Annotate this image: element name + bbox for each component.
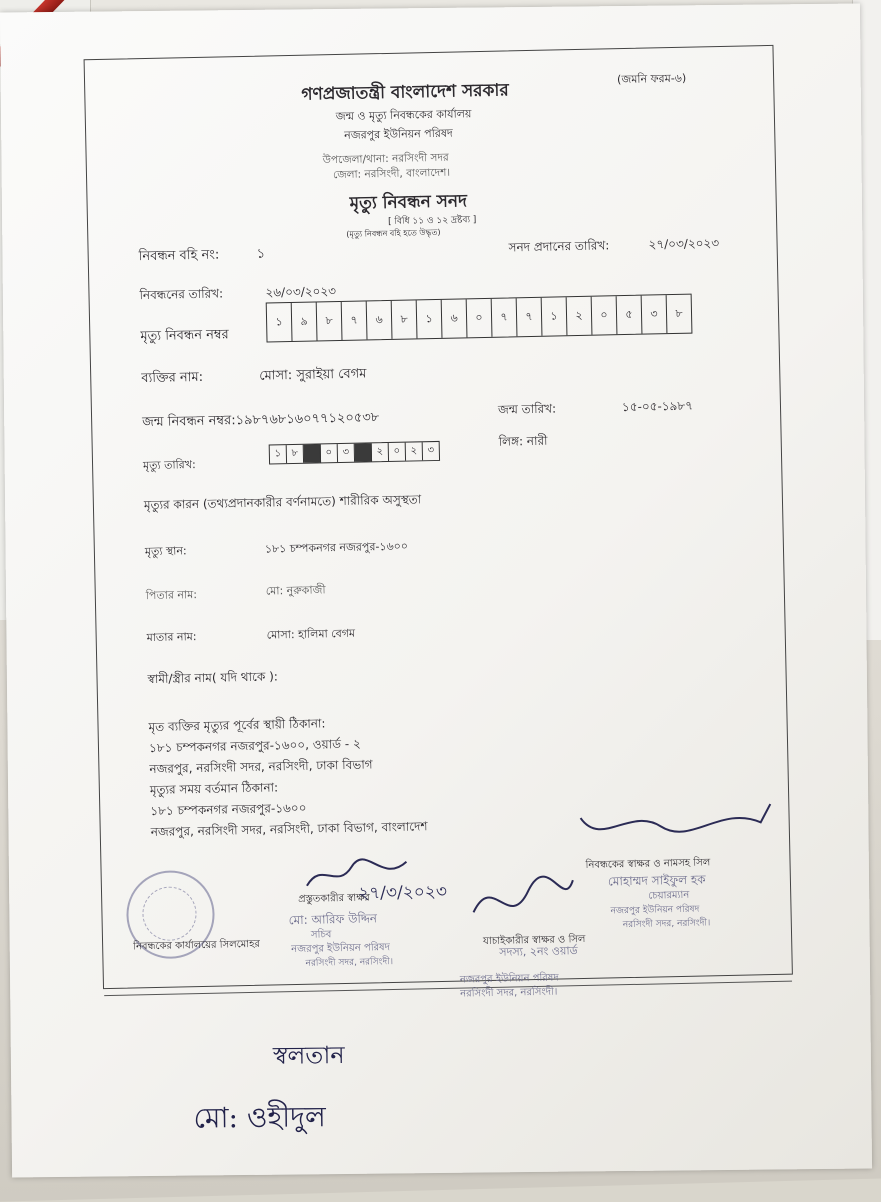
- death-date-boxes: [269, 441, 440, 465]
- reg-digit-box: ০: [467, 299, 493, 338]
- preparer-union: নজরপুর ইউনিয়ন পরিষদ: [291, 942, 391, 956]
- death-reg-no-boxes: [266, 294, 693, 343]
- reg-digit-box: ১: [417, 300, 443, 339]
- death-cause: মৃত্যুর কারন (তথ্যপ্রদানকারীর বর্ণনামতে) শারীরিক অসুস্থতা: [143, 492, 422, 513]
- verifier-signature: [468, 870, 579, 932]
- preparer-designation: সচিব: [310, 929, 332, 941]
- reg-digit-box: ৭: [492, 298, 518, 337]
- father-name-value: মো: নুরুকাজী: [265, 583, 326, 598]
- reg-digit-box: ৩: [642, 295, 668, 334]
- book-no-value: ১: [256, 246, 266, 262]
- certificate-title: মৃত্যু নিবন্ধন সনদ: [349, 191, 468, 214]
- father-name-label: পিতার নাম:: [145, 588, 198, 603]
- border-line: [104, 981, 792, 996]
- death-place-value: ১৮১ চম্পকনগর নজরপুর-১৬০০: [264, 539, 409, 556]
- document-sheet: [0, 4, 872, 1178]
- dob-value: ১৫-০৫-১৯৮৭: [621, 398, 694, 415]
- current-address-label: মৃত্যুর সময় বর্তমান ঠিকানা:: [149, 780, 279, 798]
- gov-title: গণপ্রজাতন্ত্রী বাংলাদেশ সরকার: [301, 80, 509, 105]
- reg-digit-box: ০: [592, 296, 618, 335]
- death-date-label: মৃত্যু তারিখ:: [142, 458, 196, 473]
- mother-name-value: মোসা: হালিমা বেগম: [266, 626, 356, 642]
- reg-digit-box: ৮: [675, 306, 683, 320]
- registrar-designation: চেয়ারম্যান: [648, 889, 690, 902]
- death-certificate: [84, 45, 793, 1000]
- reg-digit-box: ৫: [617, 296, 643, 335]
- reg-digit-box: ৯: [292, 302, 318, 341]
- reg-date-label: নিবন্ধনের তারিখ:: [139, 286, 224, 303]
- date-digit-box: ৩: [338, 444, 355, 462]
- date-digit-box: ০: [389, 443, 406, 461]
- book-no-label: নিবন্ধন বহি নং:: [138, 247, 220, 265]
- current-address-line1: ১৮১ চম্পকনগর নজরপুর-১৬০০: [150, 800, 307, 819]
- seal-label: নিবন্ধকের কার্যালয়ের সিলমোহর: [133, 938, 261, 953]
- office-name: জন্ম ও মৃত্যু নিবন্ধকের কার্যালয়: [335, 107, 472, 124]
- reg-digit-box: ৭: [517, 298, 543, 337]
- reg-digit-box: ১: [267, 303, 293, 342]
- permanent-address-line1: ১৮১ চম্পকনগর নজরপুর-১৬০০, ওয়ার্ড - ২: [148, 736, 361, 756]
- reg-digit-box: ২: [567, 297, 593, 336]
- mother-name-label: মাতার নাম:: [146, 630, 197, 645]
- district-line: জেলা: নরসিংদী, বাংলাদেশ।: [332, 166, 451, 182]
- date-digit-box: ১: [270, 445, 287, 463]
- date-separator-box: [355, 443, 372, 461]
- sex-field: লিঙ্গ: নারী: [498, 433, 548, 449]
- preparer-label: প্রস্তুতকারীর স্বাক্ষর: [298, 892, 370, 905]
- reg-date-value: ২৬/০৩/২০২৩: [265, 284, 337, 300]
- date-digit-box: ২: [406, 442, 423, 460]
- reg-digit-box: ১: [542, 297, 568, 336]
- upazila-line: উপজেলা/থানা: নরসিংদী সদর: [322, 151, 449, 167]
- union-name: নজরপুর ইউনিয়ন পরিষদ: [344, 126, 453, 142]
- issue-date-label: সনদ প্রদানের তারিখ:: [508, 238, 610, 255]
- death-place-label: মৃত্যু স্থান:: [144, 544, 187, 559]
- verifier-union: নজরপুর ইউনিয়ন পরিষদ: [459, 972, 559, 986]
- extract-note: (মৃত্যু নিবন্ধন বহি হতে উদ্ধৃত): [346, 227, 441, 239]
- death-reg-no-label: মৃত্যু নিবন্ধন নম্বর: [140, 327, 229, 345]
- preparer-name: মো: আরিফ উদ্দিন: [288, 911, 378, 928]
- dob-label: জন্ম তারিখ:: [497, 401, 557, 417]
- permanent-address-label: মৃত ব্যক্তির মৃত্যুর পূর্বের স্থায়ী ঠিকানা:: [148, 716, 326, 735]
- person-name-value: মোসা: সুরাইয়া বেগম: [259, 366, 367, 384]
- reg-digit-box: ৮: [392, 300, 418, 339]
- spouse-name-label: স্বামী/স্ত্রীর নাম( যদি থাকে ):: [147, 669, 278, 687]
- reg-digit-box: ৭: [342, 301, 368, 340]
- handwritten-line-2: মো: ওহীদুল: [193, 1100, 326, 1135]
- registrar-name: মোহাম্মদ সাইফুল হক: [607, 872, 706, 889]
- issue-date-value: ২৭/০৩/২০২৩: [648, 236, 720, 252]
- verifier-upazila: নরসিংদী সদর, নরসিংদী।: [460, 986, 558, 1000]
- date-digit-box: ২: [372, 443, 389, 461]
- reg-digit-box: ৬: [442, 299, 468, 338]
- verifier-name: সদস্য, ২নং ওয়ার্ড: [499, 944, 578, 959]
- current-address-line2: নজরপুর, নরসিংদী সদর, নরসিংদী, ঢাকা বিভাগ, বাংলাদেশ: [150, 819, 428, 840]
- reg-digit-box: ৬: [367, 301, 393, 340]
- handwritten-date: ২৭/৩/২০২৩: [357, 881, 448, 904]
- birth-reg-no: জন্ম নিবন্ধন নম্বর:১৯৮৭৬৮১৬০৭৭১২০৫৩৮: [142, 410, 380, 431]
- date-digit-box: ০: [321, 444, 338, 462]
- registrar-label: নিবন্ধকের স্বাক্ষর ও নামসহ সিল: [585, 857, 711, 871]
- preparer-upazila: নরসিংদী সদর, নরসিংদী।: [305, 957, 394, 969]
- permanent-address-line2: নজরপুর, নরসিংদী সদর, নরসিংদী, ঢাকা বিভাগ: [149, 757, 373, 777]
- date-separator-box: [304, 444, 321, 462]
- date-digit-box: ৩: [427, 445, 435, 457]
- verifier-label: যাচাইকারীর স্বাক্ষর ও সিল: [483, 933, 586, 948]
- handwritten-line-1: স্বলতান: [272, 1040, 345, 1070]
- person-name-label: ব্যক্তির নাম:: [141, 369, 204, 387]
- date-digit-box: ৮: [287, 445, 304, 463]
- registrar-signature: [570, 794, 781, 858]
- rule-reference: [ বিধি ১১ ও ১২ দ্রষ্টব্য ]: [387, 215, 477, 227]
- registrar-union: নজরপুর ইউনিয়ন পরিষদ: [610, 904, 700, 917]
- reg-digit-box: ৮: [317, 302, 343, 341]
- registrar-upazila: নরসিংদী সদর, নরসিংদী।: [622, 918, 711, 931]
- form-number: (জমনি ফরম-৬): [616, 71, 687, 87]
